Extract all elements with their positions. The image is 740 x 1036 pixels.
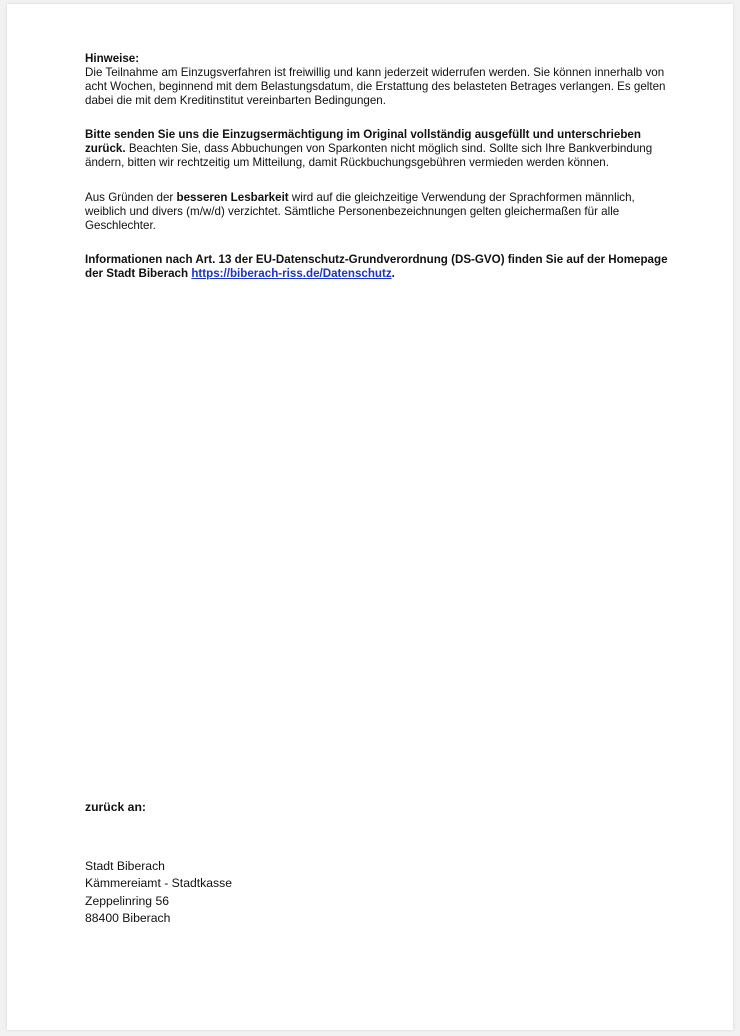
notes-paragraph (85, 52, 669, 108)
privacy-end: . (391, 267, 395, 280)
readability-paragraph (85, 191, 669, 233)
document-page (7, 4, 733, 1030)
address-line-4: 88400 Biberach (85, 910, 171, 925)
document-body (85, 52, 669, 281)
send-back-bold: Bitte senden Sie uns die Einzugsermächtigung im Original vollständig ausgefüllt und unterschrieben zurück. (85, 128, 641, 155)
return-address (85, 858, 232, 927)
notes-text: Die Teilnahme am Einzugsverfahren ist freiwillig und kann jederzeit widerrufen werden. Sie können innerhalb von acht Wochen, beginnend mit dem Belastungsdatum, die Erstattung des belasteten Betrages verlangen. Es gelten dabei die mit dem Kreditinstitut vereinbarten Bedingungen. (85, 66, 666, 107)
notes-heading: Hinweise: (85, 52, 140, 65)
readability-after: wird auf die gleichzeitige Verwendung der Sprachformen männlich, weiblich und divers (m/w/d) verzichtet. Sämtliche Personenbezeichnungen gelten gleichermaßen für alle Geschlechter. (85, 191, 635, 232)
return-label: zurück an: (85, 800, 146, 814)
readability-bold: besseren Lesbarkeit (176, 191, 289, 204)
send-back-text: Beachten Sie, dass Abbuchungen von Sparkonten nicht möglich sind. Sollte sich Ihre Bankverbindung ändern, bitten wir rechtzeitig um Mitteilung, damit Rückbuchungsgebühren vermieden werden können. (85, 142, 653, 169)
address-line-3: Zeppelinring 56 (85, 893, 170, 908)
send-back-paragraph (85, 128, 669, 170)
privacy-paragraph (85, 253, 669, 281)
address-line-1: Stadt Biberach (85, 859, 165, 873)
address-line-2: Kämmereiamt - Stadtkasse (85, 876, 232, 891)
privacy-text: Informationen nach Art. 13 der EU-Datenschutz-Grundverordnung (DS-GVO) finden Sie auf der Homepage der Stadt Biberach (85, 253, 668, 280)
readability-before: Aus Gründen der (85, 191, 177, 204)
privacy-link[interactable]: https://biberach-riss.de/Datenschutz (191, 267, 392, 280)
